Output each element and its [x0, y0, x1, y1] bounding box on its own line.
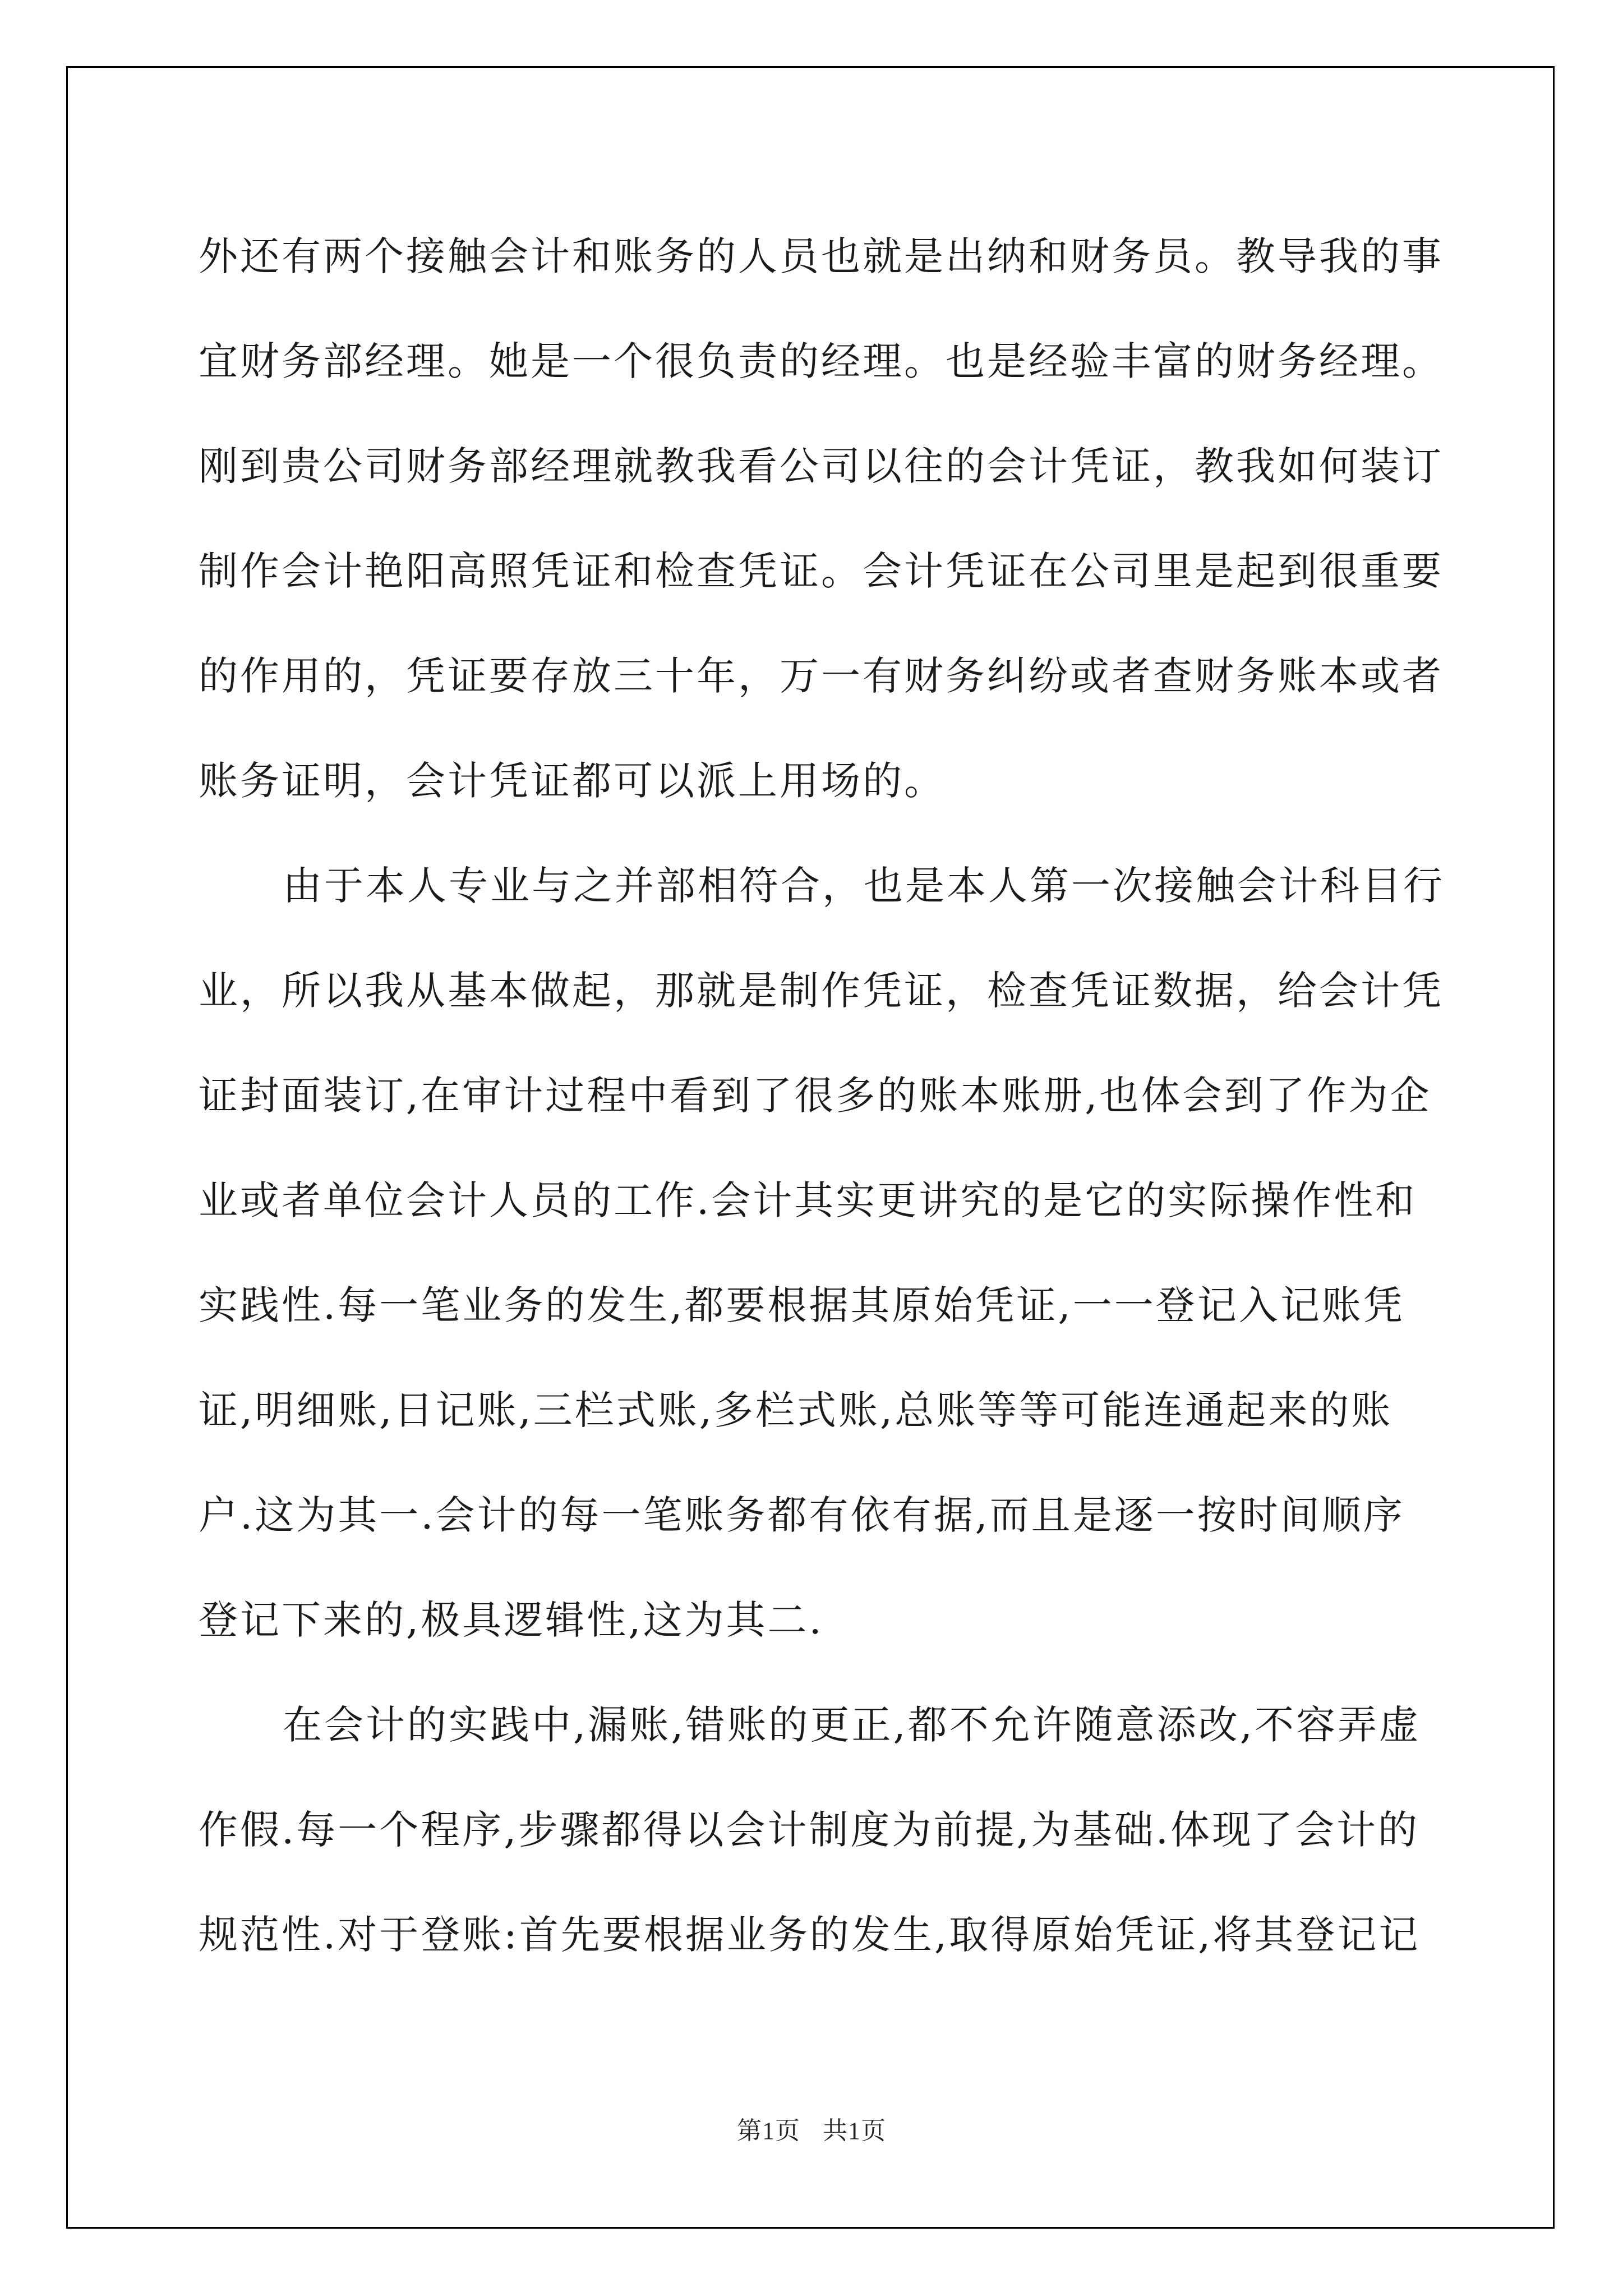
- text-line: 登记下来的,极具逻辑性,这为其二.: [199, 1597, 824, 1643]
- text-line: 制作会计艳阳高照凭证和检查凭证。会计凭证在公司里是起到很重要: [199, 548, 1444, 594]
- paragraph-1: [199, 204, 1444, 834]
- text-line: 账务证明，会计凭证都可以派上用场的。: [199, 758, 946, 804]
- text-line: 的作用的，凭证要存放三十年，万一有财务纠纷或者查财务账本或者: [199, 653, 1444, 699]
- document-body: [199, 204, 1445, 1987]
- text-line: 在会计的实践中,漏账,错账的更正,都不允许随意添改,不容弄虚: [283, 1702, 1421, 1748]
- text-line: 规范性.对于登账:首先要根据业务的发生,取得原始凭证,将其登记记: [199, 1912, 1421, 1958]
- text-line: 由于本人专业与之并部相符合，也是本人第一次接触会计科目行: [283, 863, 1445, 909]
- text-line: 实践性.每一笔业务的发生,都要根据其原始凭证,一一登记入记账凭: [199, 1282, 1405, 1328]
- page-total: 共1页: [823, 2117, 886, 2145]
- text-line: 业，所以我从基本做起，那就是制作凭证，检查凭证数据，给会计凭: [199, 968, 1444, 1014]
- paragraph-2: [199, 834, 1445, 1673]
- paragraph-3: [199, 1673, 1421, 1987]
- text-line: 业或者单位会计人员的工作.会计其实更讲究的是它的实际操作性和: [199, 1177, 1417, 1223]
- text-line: 证,明细账,日记账,三栏式账,多栏式账,总账等等可能连通起来的账: [199, 1387, 1393, 1433]
- text-line: 作假.每一个程序,步骤都得以会计制度为前提,为基础.体现了会计的: [199, 1807, 1420, 1853]
- text-line: 刚到贵公司财务部经理就教我看公司以往的会计凭证，教我如何装订: [199, 443, 1444, 489]
- text-line: 外还有两个接触会计和账务的人员也就是出纳和财务员。教导我的事: [199, 233, 1444, 279]
- page-number: 第1页: [737, 2117, 800, 2145]
- text-line: 宜财务部经理。她是一个很负责的经理。也是经验丰富的财务经理。: [199, 338, 1444, 384]
- page-footer: [0, 2110, 1623, 2146]
- text-line: 户.这为其一.会计的每一笔账务都有依有据,而且是逐一按时间顺序: [199, 1492, 1405, 1538]
- text-line: 证封面装订,在审计过程中看到了很多的账本账册,也体会到了作为企: [199, 1073, 1432, 1119]
